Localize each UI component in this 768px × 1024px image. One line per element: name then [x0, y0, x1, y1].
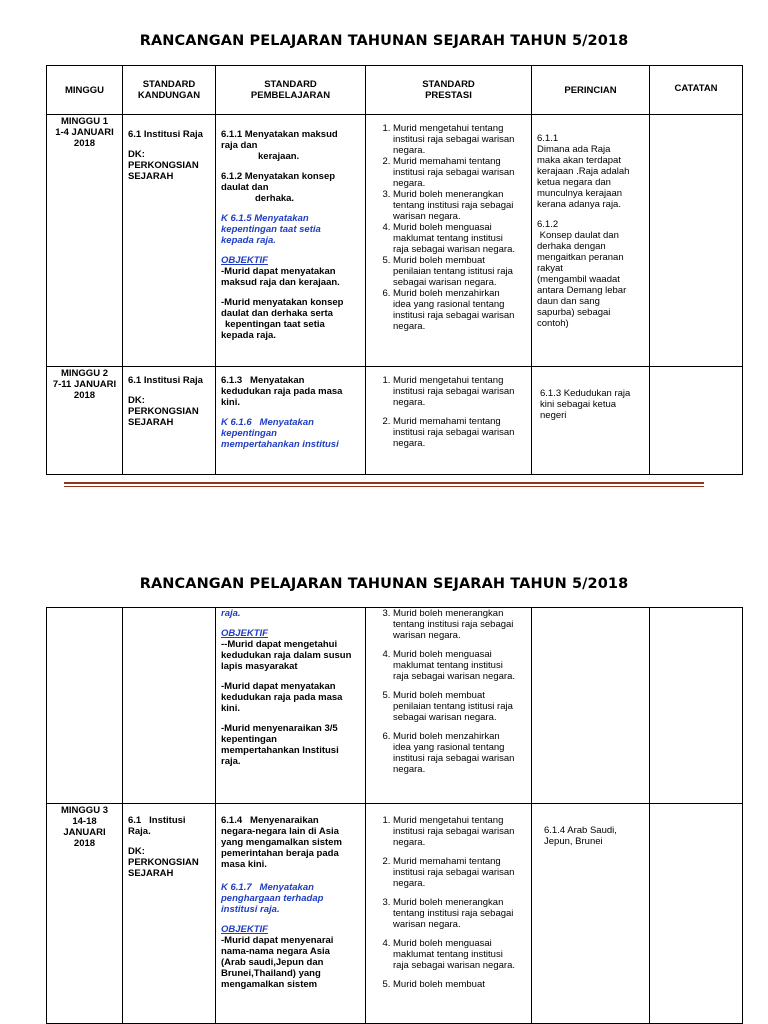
standard-pembelajaran-cell: 6.1.1 Menyatakan maksud raja dan kerajaan. 6.1.2 Menyatakan konsep daulat dan derhaka. K 6.1.5 Menyatakan kepentingan taat setia kepada raja. OBJEKTIF -Murid dapat menyatakan maksud raja dan kerajaan. -Murid menyatakan konsep daulat dan derhaka serta kepentingan taat setia kepada raja.	[216, 115, 366, 367]
header-standard-prestasi: STANDARD PRESTASI	[366, 66, 532, 115]
list-item: 5. Murid boleh membuat penilaian tentang istitusi raja sebagai warisan negara.	[393, 690, 526, 723]
list-item: 5. Murid boleh membuat	[393, 979, 526, 990]
catatan-cell	[650, 608, 743, 804]
standard-prestasi-cell	[366, 608, 532, 804]
list-item: 3. Murid boleh menerangkan tentang institusi raja sebagai warisan negara.	[393, 608, 526, 641]
minggu-cell	[47, 608, 123, 804]
table-row	[47, 367, 743, 475]
list-item: 4. Murid boleh menguasai maklumat tentang institusi raja sebagai warisan negara.	[393, 649, 526, 682]
perincian-cell	[532, 608, 650, 804]
rpt-table-page2	[46, 607, 743, 1024]
header-minggu: MINGGU	[47, 66, 123, 115]
perincian-cell: 6.1.1 Dimana ada Raja maka akan terdapat kerajaan .Raja adalah ketua negara dan munculnya kerajaan kerana adanya raja. 6.1.2 Konsep daulat dan derhaka dengan mengaitkan peranan rakyat (mengambil waadat antara Demang lebar daun dan sang sapurba) sebagai contoh)	[532, 115, 650, 367]
table-row	[47, 608, 743, 804]
minggu-cell: MINGGU 3 14-18 JANUARI 2018	[47, 804, 123, 1024]
page-divider	[64, 482, 704, 484]
list-item: 1. Murid mengetahui tentang institusi raja sebagai warisan negara.	[393, 375, 526, 408]
header-standard-kandungan: STANDARD KANDUNGAN	[123, 66, 216, 115]
page-title: RANCANGAN PELAJARAN TAHUNAN SEJARAH TAHUN 5/2018	[139, 33, 629, 49]
list-item: 6. Murid boleh menzahirkan idea yang rasional tentang institusi raja sebagai warisan negara.	[393, 731, 526, 775]
list-item: 4. Murid boleh menguasai maklumat tentang institusi raja sebagai warisan negara.	[393, 938, 526, 971]
list-item: 2. Murid memahami tentang institusi raja sebagai warisan negara.	[393, 416, 526, 449]
page-title-2: RANCANGAN PELAJARAN TAHUNAN SEJARAH TAHUN 5/2018	[139, 576, 629, 592]
header-perincian: PERINCIAN	[532, 66, 650, 115]
list-item: 5. Murid boleh membuat penilaian tentang istitusi raja sebagai warisan negara.	[393, 255, 526, 288]
catatan-cell	[650, 115, 743, 367]
perincian-cell: 6.1.3 Kedudukan raja kini sebagai ketua negeri	[532, 367, 650, 475]
standard-prestasi-cell	[366, 367, 532, 475]
list-item: 1. Murid mengetahui tentang institusi raja sebagai warisan negara.	[393, 815, 526, 848]
list-item: 1. Murid mengetahui tentang institusi raja sebagai warisan negara.	[393, 123, 526, 156]
header-catatan: CATATAN	[650, 66, 743, 115]
table-header-row	[47, 66, 743, 115]
header-standard-pembelajaran: STANDARD PEMBELAJARAN	[216, 66, 366, 115]
page-divider-thin	[64, 486, 704, 487]
minggu-cell: MINGGU 1 1-4 JANUARI 2018	[47, 115, 123, 367]
list-item: 3. Murid boleh menerangkan tentang institusi raja sebagai warisan negara.	[393, 189, 526, 222]
standard-pembelajaran-cell: raja. OBJEKTIF --Murid dapat mengetahui kedudukan raja dalam susun lapis masyarakat -Murid dapat menyatakan kedudukan raja pada masa kini. -Murid menyenaraikan 3/5 kepentingan mempertahankan Institusi raja.	[216, 608, 366, 804]
list-item: 2. Murid memahami tentang institusi raja sebagai warisan negara.	[393, 156, 526, 189]
list-item: 2. Murid memahami tentang institusi raja sebagai warisan negara.	[393, 856, 526, 889]
perincian-cell: 6.1.4 Arab Saudi, Jepun, Brunei	[532, 804, 650, 1024]
list-item: 3. Murid boleh menerangkan tentang institusi raja sebagai warisan negara.	[393, 897, 526, 930]
standard-pembelajaran-cell: 6.1.3 Menyatakan kedudukan raja pada masa kini. K 6.1.6 Menyatakan kepentingan mempertahankan institusi	[216, 367, 366, 475]
rpt-table-page1	[46, 65, 743, 475]
table-row	[47, 804, 743, 1024]
standard-kandungan-cell	[123, 608, 216, 804]
standard-kandungan-cell: 6.1 Institusi Raja DK: PERKONGSIAN SEJARAH	[123, 115, 216, 367]
table-row	[47, 115, 743, 367]
standard-kandungan-cell: 6.1 Institusi Raja DK: PERKONGSIAN SEJARAH	[123, 367, 216, 475]
list-item: 6. Murid boleh menzahirkan idea yang rasional tentang institusi raja sebagai warisan negara.	[393, 288, 526, 332]
minggu-cell: MINGGU 2 7-11 JANUARI 2018	[47, 367, 123, 475]
standard-kandungan-cell: 6.1 Institusi Raja. DK: PERKONGSIAN SEJARAH	[123, 804, 216, 1024]
standard-prestasi-cell	[366, 804, 532, 1024]
list-item: 4. Murid boleh menguasai maklumat tentang institusi raja sebagai warisan negara.	[393, 222, 526, 255]
catatan-cell	[650, 804, 743, 1024]
standard-prestasi-cell	[366, 115, 532, 367]
standard-pembelajaran-cell: 6.1.4 Menyenaraikan negara-negara lain di Asia yang mengamalkan sistem pemerintahan beraja pada masa kini. K 6.1.7 Menyatakan penghargaan terhadap institusi raja. OBJEKTIF -Murid dapat menyenarai nama-nama negara Asia (Arab saudi,Jepun dan Brunei,Thailand) yang mengamalkan sistem	[216, 804, 366, 1024]
catatan-cell	[650, 367, 743, 475]
